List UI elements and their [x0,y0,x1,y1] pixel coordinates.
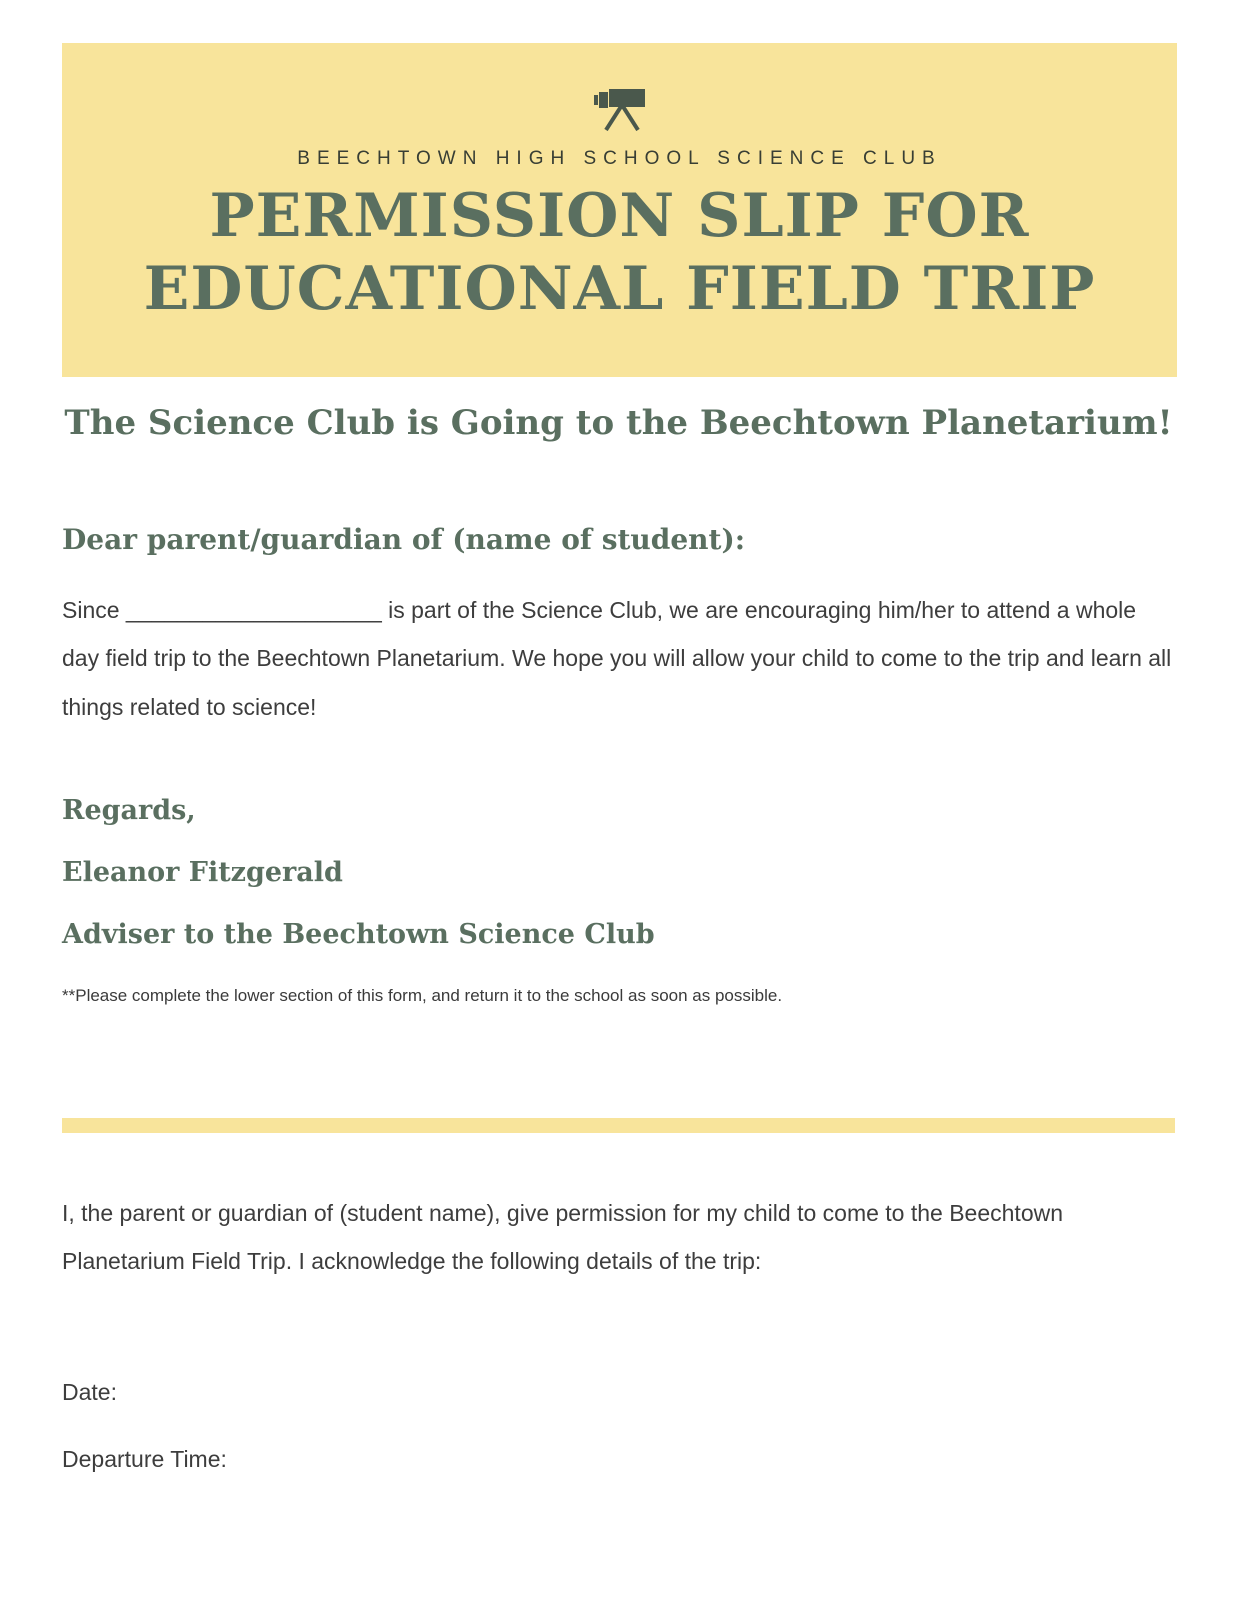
telescope-icon [593,79,647,131]
page-title-line-1: PERMISSION SLIP FOR [209,181,1030,251]
departure-time-field-label: Departure Time: [62,1446,227,1473]
date-field-label: Date: [62,1379,117,1406]
club-name: BEECHTOWN HIGH SCHOOL SCIENCE CLUB [297,148,942,169]
signature-name: Eleanor Fitzgerald [62,856,343,888]
page-title [62,180,1177,326]
salutation: Dear parent/guardian of (name of student): [62,523,746,556]
page-title-line-2: EDUCATIONAL FIELD TRIP [143,254,1096,325]
letter-section [62,523,1175,1473]
acknowledgement-text: I, the parent or guardian of (student name), give permission for my child to come to the Beechtown Planetarium Field Trip. I acknowledge the following details of the trip: [62,1199,1064,1275]
letter-body: Since ____________________ is part of the Science Club, we are encouraging him/her to attend a whole day field trip to the Beechtown Planetarium. We hope you will allow your child to come to the trip and learn all things related to science! [62,597,1172,720]
signature-title: Adviser to the Beechtown Science Club [62,918,655,950]
section-divider [62,1118,1175,1133]
return-note: **Please complete the lower section of this form, and return it to the school as soon as possible. [62,985,783,1005]
subtitle: The Science Club is Going to the Beechtown Planetarium! [64,403,1173,443]
closing: Regards, [62,794,196,826]
header-banner [62,43,1177,377]
